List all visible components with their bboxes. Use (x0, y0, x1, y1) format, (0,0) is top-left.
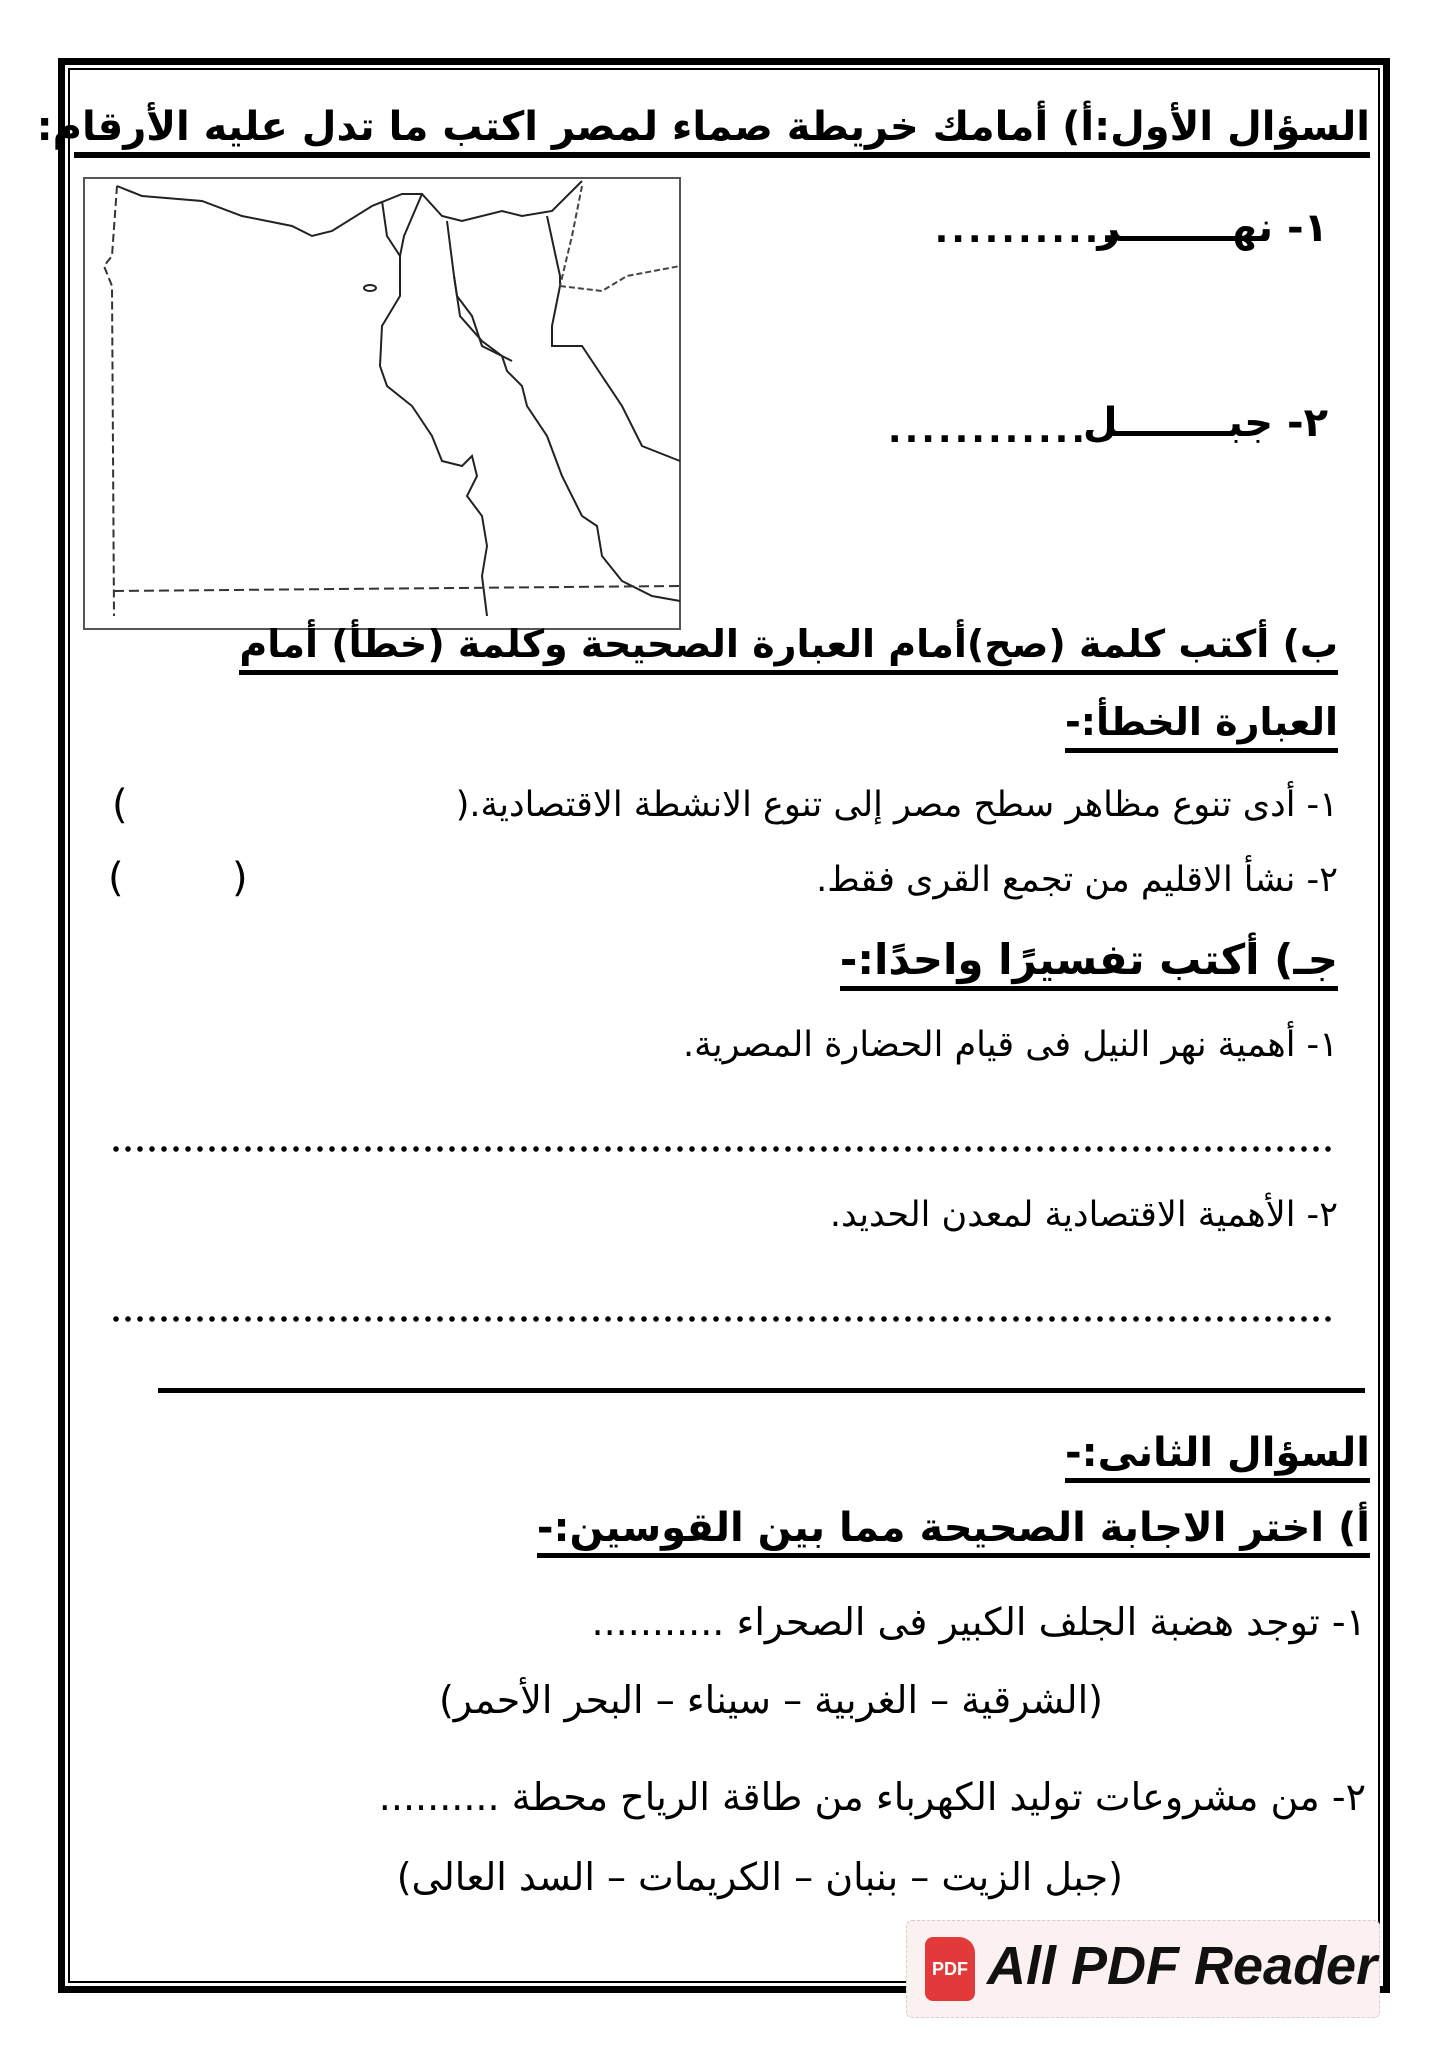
answer-box-2-open[interactable]: ( (232, 855, 248, 901)
mcq-item-1-options: (الشرقية – الغربية – سيناء – البحر الأحمر) (438, 1678, 1103, 1722)
explain-item-2: ٢- الأهمية الاقتصادية لمعدن الحديد. (829, 1195, 1338, 1235)
part-b-title-line1: ب) أكتب كلمة (صح)أمام العبارة الصحيحة وكلمة (خطأ) أمام (239, 622, 1338, 675)
map-blank-2-label: ٢- جبــــــــل (1082, 400, 1328, 446)
question2-title: السؤال الثانى:- (1065, 1430, 1370, 1483)
map-blank-1-dots[interactable]: ........... (934, 210, 1118, 251)
map-frame (84, 178, 680, 629)
mcq-item-2-options: (جبل الزيت – بنبان – الكريمات – السد العالى) (396, 1855, 1123, 1899)
part-c-title: جـ) أكتب تفسيرًا واحدًا:- (840, 935, 1338, 991)
answer-line-2[interactable] (110, 1315, 1335, 1323)
answer-line-1[interactable] (110, 1145, 1335, 1153)
map-blank-1-label: ١- نهــــــــر (1097, 205, 1328, 251)
watermark-text: All PDF Reader (987, 1936, 1378, 1996)
question2-part-a-title: أ) اختر الاجابة الصحيحة مما بين القوسين:- (537, 1505, 1370, 1558)
question1-title: السؤال الأول:أ) أمامك خريطة صماء لمصر اكتب ما تدل عليه الأرقام: (74, 104, 1370, 158)
pdf-icon: PDF (925, 1937, 975, 2001)
answer-box-2-close[interactable]: ) (108, 855, 124, 901)
true-false-statement-1: ١- أدى تنوع مظاهر سطح مصر إلى تنوع الانشطة الاقتصادية.( (455, 785, 1338, 825)
egypt-blank-map (82, 176, 682, 631)
mcq-item-1: ١- توجد هضبة الجلف الكبير فى الصحراء ........... (591, 1600, 1366, 1644)
map-blank-2-dots[interactable]: ............ (887, 410, 1088, 451)
mcq-item-2: ٢- من مشروعات توليد الكهرباء من طاقة الرياح محطة .......... (378, 1775, 1366, 1819)
section-divider (158, 1388, 1365, 1393)
part-b-title-line2: العبارة الخطأ:- (1065, 700, 1338, 753)
explain-item-1: ١- أهمية نهر النيل فى قيام الحضارة المصرية. (683, 1025, 1338, 1065)
answer-box-1-close[interactable]: ) (112, 782, 128, 828)
true-false-statement-2: ٢- نشأ الاقليم من تجمع القرى فقط. (816, 860, 1338, 900)
app-watermark (906, 1920, 1380, 2018)
